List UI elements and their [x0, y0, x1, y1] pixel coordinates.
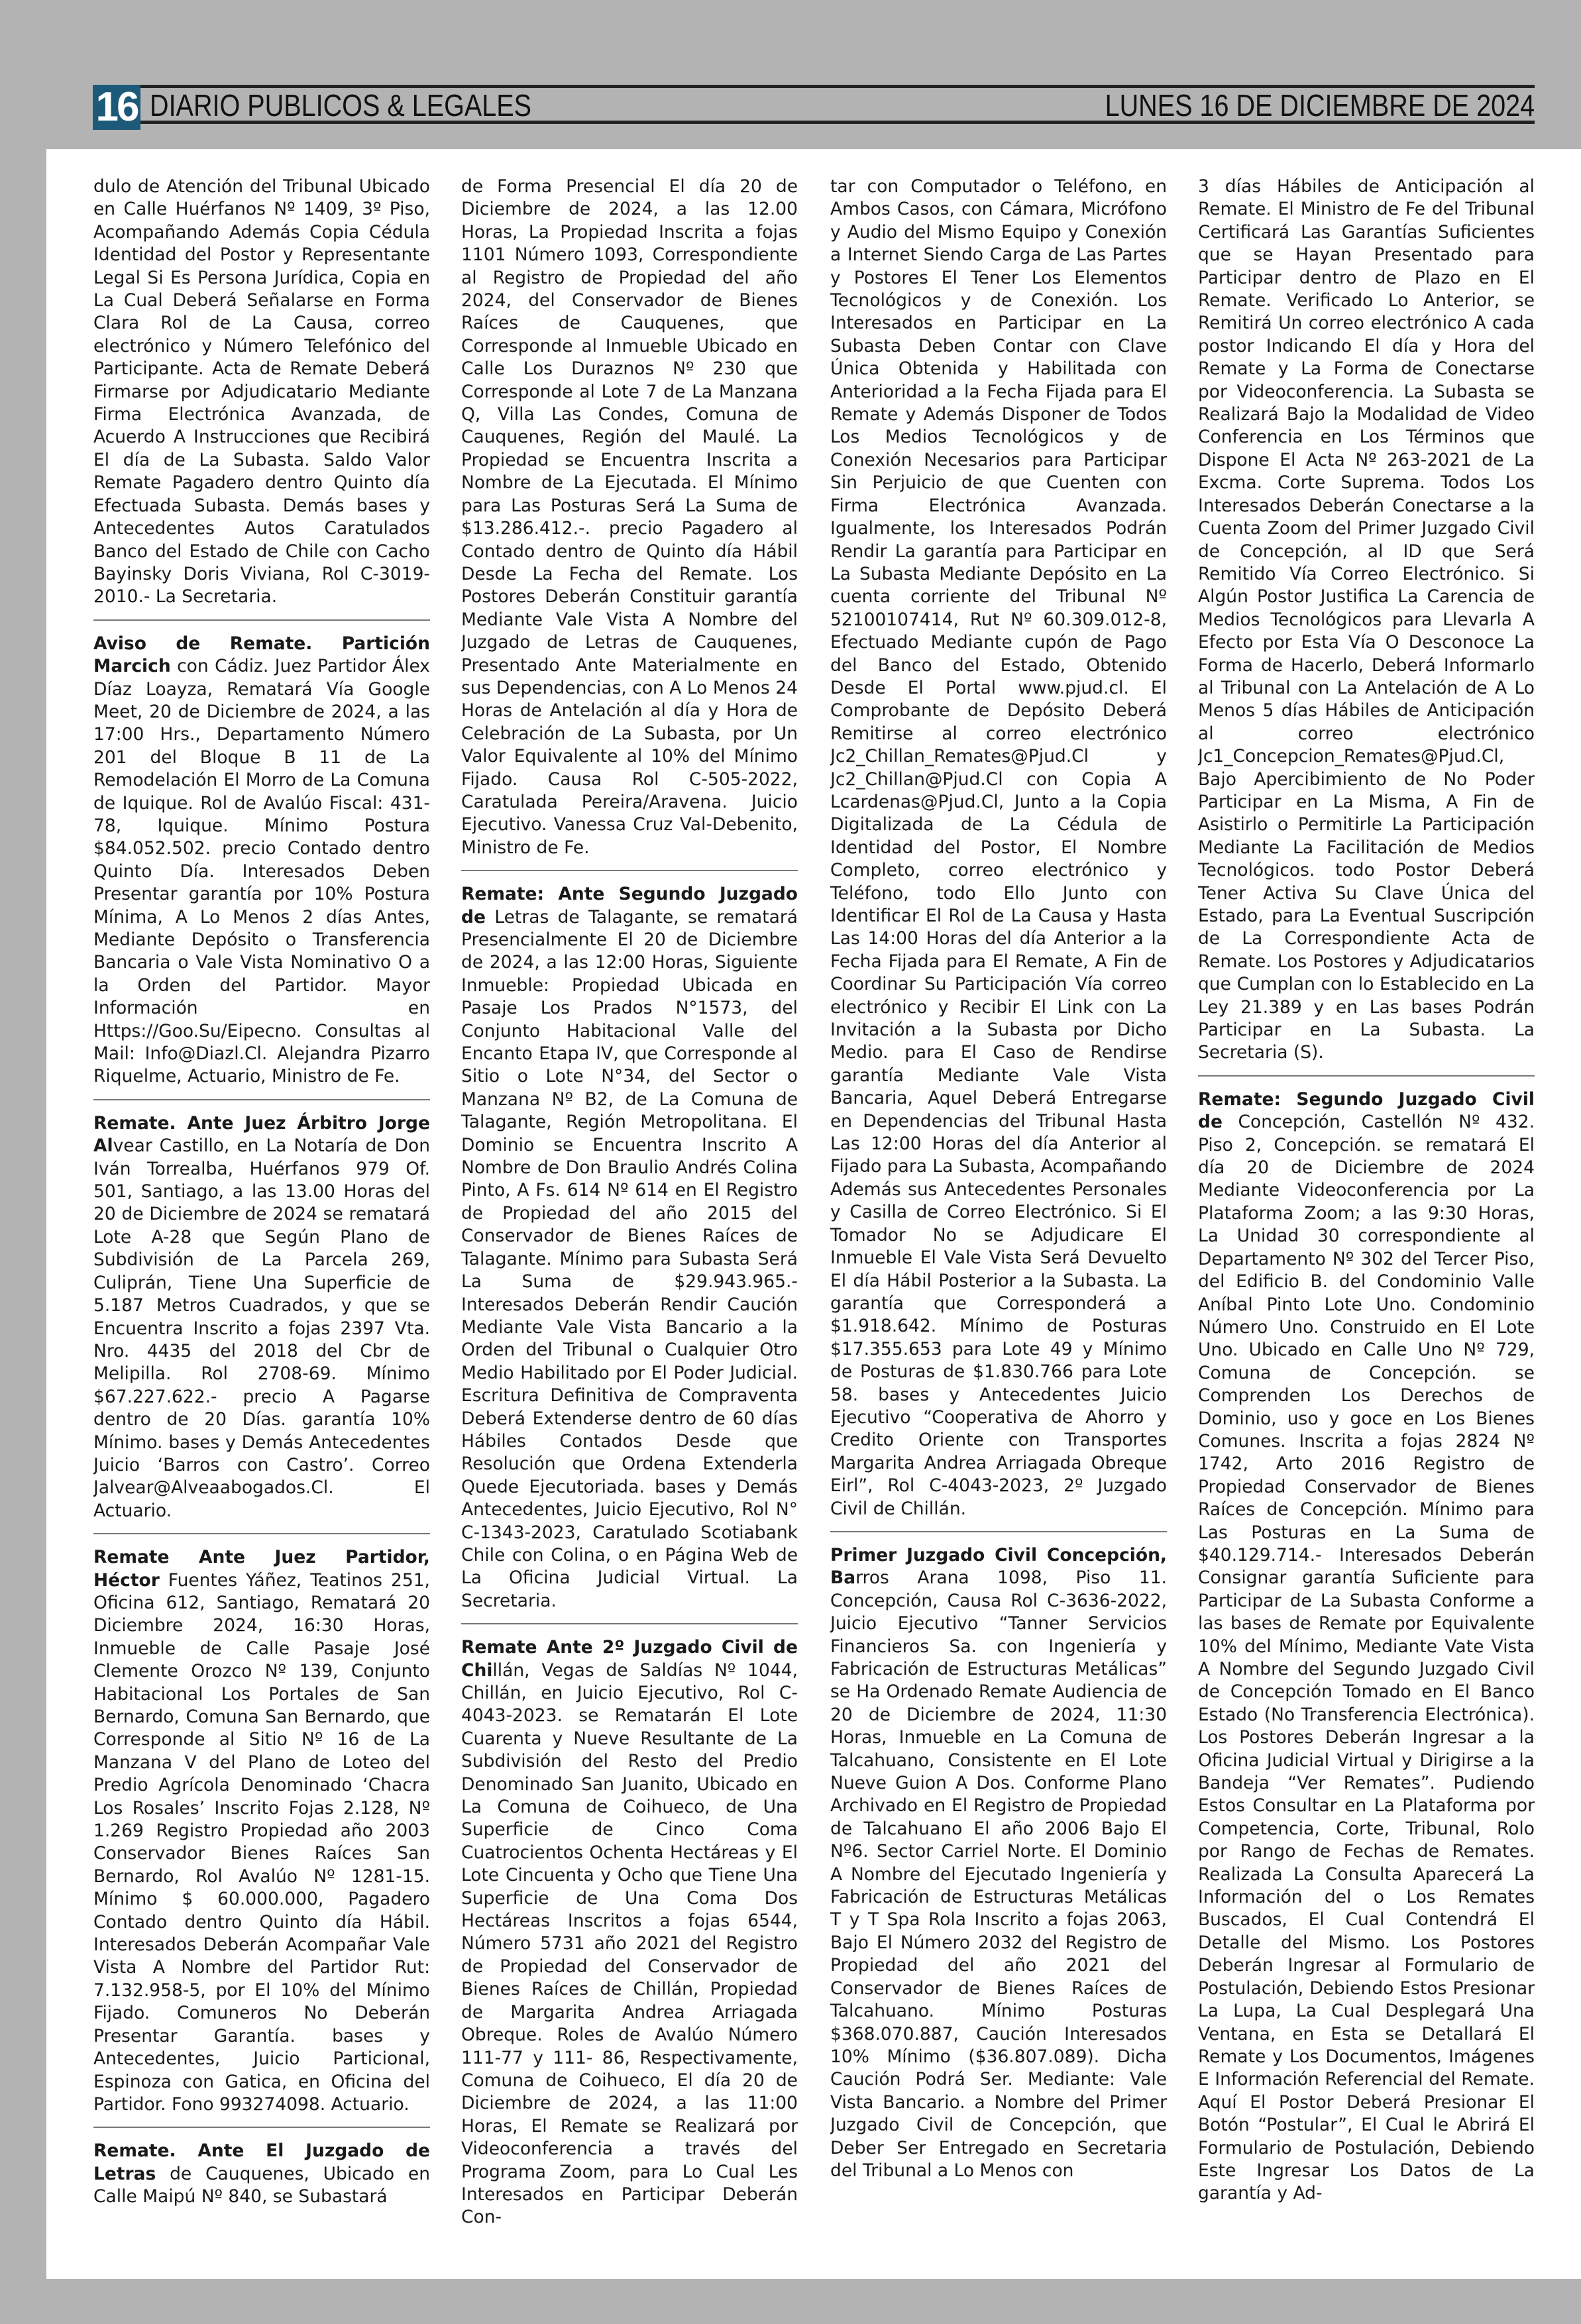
notice [1198, 1088, 1535, 2205]
notice-body: dulo de Atención del Tribunal Ubicado en Calle Huérfanos Nº 1409, 3º Piso, Acompañando Además Copia Cédula Identidad del Postor y Representante Legal Si Es Persona Jurídica, Copia en La Cual Deberá Señalarse en Forma Clara Rol de La Causa, correo electrónico y Número Telefónico del Participante. Acta de Remate Deberá Firmarse por Adjudicatario Mediante Firma Electrónica Avanzada, de Acuerdo A Instrucciones que Recibirá El día de La Subasta. Saldo Valor Remate Pagadero dentro Quinto día Efectuada Subasta. Demás bases y Antecedentes Autos Caratulados Banco del Estado de Chile con Cacho Bayinsky Doris Viviana, Rol C-3019-2010.- La Secretaria. [93, 176, 430, 607]
notice [830, 1544, 1167, 2182]
column-1 [93, 176, 430, 2243]
notice [93, 1112, 430, 1522]
notice-lead: Remate. Ante El Juzgado de Letras [93, 2140, 430, 2184]
divider [93, 1533, 430, 1534]
page-body [46, 149, 1581, 2279]
column-2 [461, 176, 798, 2243]
page-number-badge: 16 [93, 85, 140, 130]
notice [93, 176, 430, 609]
publication-date: LUNES 16 DE DICIEMBRE DE 2024 [1105, 88, 1535, 123]
notice [461, 176, 798, 859]
divider [461, 870, 798, 871]
notice-body: Fuentes Yáñez, Teatinos 251, Oficina 612, Santiago, Rematará 20 Diciembre 2024, 16:30 Horas, Inmueble de Calle Pasaje José Clemente Orozco Nº 139, Conjunto Habitacional Los Portales de San Bernardo, Comuna San Bernardo, que Corresponde al Sitio Nº 16 de La Manzana V del Plano de Loteo del Predio Agrícola Denominado ‘Chacra Los Rosales’ Inscrito Fojas 2.128, Nº 1.269 Registro Propiedad año 2003 Conservador Bienes Raíces San Bernardo, Rol Avalúo Nº 1281-15. Mínimo $ 60.000.000, Pagadero Contado dentro Quinto día Hábil. Interesados Deberán Acompañar Vale Vista A Nombre del Partidor Rut: 7.132.958-5, por El 10% del Mínimo Fijado. Comuneros No Deberán Presentar Garantía. bases y Antecedentes, Juicio Particional, Espinoza con Gatica, en Oficina del Partidor. Fono 993274098. Actuario. [93, 1569, 430, 2115]
notice-lead: Remate. Ante Juez Árbitro Jorge Al [93, 1112, 430, 1157]
divider [830, 1531, 1167, 1532]
notice [93, 1546, 430, 2116]
notice-body: de Cauquenes, Ubicado en Calle Maipú Nº 840, se Subastará [93, 2163, 430, 2207]
divider [93, 619, 430, 621]
notice-lead: Remate: Ante Segundo Juzgado de [461, 884, 798, 927]
notice-lead: Remate Ante Juez Partidor, Héctor [93, 1547, 430, 1591]
notice [461, 883, 798, 1612]
notice [461, 1636, 798, 2229]
divider [93, 1099, 430, 1100]
column-4 [1198, 176, 1535, 2243]
notice [93, 633, 430, 1088]
notice-body: 3 días Hábiles de Anticipación al Remate. El Ministro de Fe del Tribunal Certificará Las Garantías Suficientes que se Hayan Presentado para Participar dentro de Plazo en El Remate. Verificado Lo Anterior, se Remitirá Un correo electrónico A cada postor Indicando El día y Hora del Remate y La Forma de Conectarse por Videoconferencia. La Subasta se Realizará Bajo la Modalidad de Video Conferencia en Los Términos que Dispone El Acta Nº 263-2021 de La Excma. Corte Suprema. Todos Los Interesados Deberán Conectarse a la Cuenta Zoom del Primer Juzgado Civil de Concepción, al ID que Será Remitido Vía Correo Electrónico. Si Algún Postor Justifica La Carencia de Medios Tecnológicos para Llevarla A Efecto por Esta Vía O Desconoce La Forma de Hacerlo, Deberá Informarlo al Tribunal con La Antelación de A Lo Menos 5 días Hábiles de Anticipación al correo electrónico Jc1_Concepcion_Remates@Pjud.Cl, Bajo Apercibimiento de No Poder Participar en La Misma, A Fin de Asistirlo o Permitirle La Participación Mediante La Facilitación de Medios Tecnológicos. todo Postor Deberá Tener Activa Su Clave Única del Estado, para La Eventual Suscripción de La Correspondiente Acta de Remate. Los Postores y Adjudicatarios que Cumplan con lo Establecido en La Ley 21.389 y en Las bases Podrán Participar en La Subasta. La Secretaria (S). [1198, 176, 1535, 1063]
notice [830, 176, 1167, 1520]
notice-body: vear Castillo, en La Notaría de Don Iván Torrealba, Huérfanos 979 Of. 501, Santiago, a las 13.00 Horas del 20 de Diciembre de 2024 se rematará Lote A-28 que Según Plano de Subdivisión de La Parcela 269, Culiprán, Tiene Una Superficie de 5.187 Metros Cuadrados, y que se Encuentra Inscrito a fojas 2397 Vta. Nro. 4435 del 2018 del Cbr de Melipilla. Rol 2708-69. Mínimo $67.227.622.- precio A Pagarse dentro de 20 Días. garantía 10% Mínimo. bases y Demás Antecedentes Juicio ‘Barros con Castro’. Correo Jalvear@Alveaabogados.Cl. El Actuario. [93, 1136, 430, 1521]
divider [1198, 1075, 1535, 1077]
notice-lead: Aviso de Remate. Partición Marcich [93, 633, 430, 677]
notice-body: llán, Vegas de Saldías Nº 1044, Chillán, en Juicio Ejecutivo, Rol C-4043-2023. se Rematarán El Lote Cuarenta y Nueve Resultante de La Subdivisión del Resto del Predio Denominado San Juanito, Ubicado en La Comuna de Coihueco, de Una Superficie de Cinco Coma Cuatrocientos Ochenta Hectáreas y El Lote Cincuenta y Ocho que Tiene Una Superficie de Una Coma Dos Hectáreas Inscritos a fojas 6544, Número 5731 año 2021 del Registro de Propiedad del Conservador de Bienes Raíces de Chillán, Propiedad de Margarita Andrea Arriagada Obreque. Roles de Avalúo Número 111-77 y 111- 86, Respectivamente, Comuna de Coihueco, El día 20 de Diciembre de 2024, a las 11:00 Horas, El Remate se Realizará por Videoconferencia a través del Programa Zoom, para Lo Cual Les Interesados en Participar Deberán Con- [461, 1660, 798, 2228]
notice-body: de Forma Presencial El día 20 de Diciembre de 2024, a las 12.00 Horas, La Propiedad Inscrita a fojas 1101 Número 1093, Correspondiente al Registro de Propiedad del año 2024, del Conservador de Bienes Raíces de Cauquenes, que Corresponde al Inmueble Ubicado en Calle Los Duraznos Nº 230 que Corresponde al Lote 7 de La Manzana Q, Villa Las Condes, Comuna de Cauquenes, Región del Maulé. La Propiedad se Encuentra Inscrita a Nombre de La Ejecutada. El Mínimo para Las Posturas Será La Suma de $13.286.412.-. precio Pagadero al Contado dentro de Quinto día Hábil Desde La Fecha del Remate. Los Postores Deberán Constituir garantía Mediante Vale Vista A Nombre del Juzgado de Letras de Cauquenes, Presentado Ante Materialmente en sus Dependencias, con A Lo Menos 24 Horas de Antelación al día y Hora de Celebración de La Subasta, por Un Valor Equivalente al 10% del Mínimo Fijado. Causa Rol C-505-2022, Caratulada Pereira/Aravena. Juicio Ejecutivo. Vanessa Cruz Val-Debenito, Ministro de Fe. [461, 176, 798, 858]
notice [93, 2140, 430, 2208]
notice-lead: Remate Ante 2º Juzgado Civil de Chi [461, 1637, 798, 1681]
column-3 [830, 176, 1167, 2243]
notice [1198, 176, 1535, 1065]
notice-body: rros Arana 1098, Piso 11. Concepción, Causa Rol C-3636-2022, Juicio Ejecutivo “Tanner Servicios Financieros Sa. con Ingeniería y Fabricación de Estructuras Metálicas” se Ha Ordenado Remate Audiencia de 20 de Diciembre de 2024, 11:30 Horas, Inmueble en La Comuna de Talcahuano, Consistente en El Lote Nueve Guion A Dos. Conforme Plano Archivado en El Registro de Propiedad de Talcahuano El año 2006 Bajo El Nº6. Sector Carriel Norte. El Dominio A Nombre del Ejecutado Ingeniería y Fabricación de Estructuras Metálicas T y T Spa Rola Inscrito a fojas 2063, Bajo El Número 2032 del Registro de Propiedad del año 2021 del Conservador de Bienes Raíces de Talcahuano. Mínimo Posturas $368.070.887, Caución Interesados 10% Mínimo ($36.807.089). Dicha Caución Podrá Ser. Mediante: Vale Vista Bancario. a Nombre del Primer Juzgado Civil de Concepción, que Deber Ser Entregado en Secretaria del Tribunal a Lo Menos con [830, 1567, 1167, 2181]
notice-body: Letras de Talagante, se rematará Presencialmente El 20 de Diciembre de 2024, a las 12:00 Horas, Siguiente Inmueble: Propiedad Ubicada en Pasaje Los Prados N°1573, del Conjunto Habitacional Valle del Encanto Etapa IV, que Corresponde al Sitio o Lote N°34, del Sector o Manzana Nº B2, de La Comuna de Talagante, Región Metropolitana. El Dominio se Encuentra Inscrito A Nombre de Don Braulio Andrés Colina Pinto, A Fs. 614 Nº 614 en El Registro de Propiedad del año 2015 del Conservador de Bienes Raíces de Talagante. Mínimo para Subasta Será La Suma de $29.943.965.- Interesados Deberán Rendir Caución Mediante Vale Vista Bancario a la Orden del Tribunal o Cualquier Otro Medio Habilitado por El Poder Judicial. Escritura Definitiva de Compraventa Deberá Extenderse dentro de 60 días Hábiles Contados Desde que Resolución que Ordena Extenderla Quede Ejecutoriada. bases y Demás Antecedentes, Juicio Ejecutivo, Rol N° C-1343-2023, Caratulado Scotiabank Chile con Colina, o en Página Web de La Oficina Judicial Virtual. La Secretaria. [461, 906, 798, 1611]
notice-body: tar con Computador o Teléfono, en Ambos Casos, con Cámara, Micrófono y Audio del Mismo Equipo y Conexión a Internet Siendo Carga de Las Partes y Postores El Tener Los Elementos Tecnológicos y de Conexión. Los Interesados en Participar en La Subasta Deben Contar con Clave Única Obtenida y Habilitada con Anterioridad a la Fecha Fijada para El Remate y Además Disponer de Todos Los Medios Tecnológicos y de Conexión Necesarios para Participar Sin Perjuicio de que Cuenten con Firma Electrónica Avanzada. Igualmente, los Interesados Podrán Rendir La garantía para Participar en La Subasta Mediante Depósito en La cuenta corriente del Tribunal Nº 52100107414, Rut Nº 60.309.012-8, Efectuado Mediante cupón de Pago del Banco del Estado, Obtenido Desde El Portal www.pjud.cl. El Comprobante de Depósito Deberá Remitirse al correo electrónico Jc2_Chillan_Remates@Pjud.Cl y Jc2_Chillan@Pjud.Cl con Copia A Lcardenas@Pjud.Cl, Junto a la Copia Digitalizada de La Cédula de Identidad del Postor, El Nombre Completo, correo electrónico y Teléfono, todo Ello Junto con Identificar El Rol de La Causa y Hasta Las 14:00 Horas del día Anterior a la Fecha Fijada para El Remate, A Fin de Coordinar Su Participación Vía correo electrónico y Recibir El Link con La Invitación a la Subasta por Dicho Medio. para El Caso de Rendirse garantía Mediante Vale Vista Bancaria, Aquel Deberá Entregarse en Dependencias del Tribunal Hasta Las 12:00 Horas del día Anterior al Fijado para La Subasta, Acompañando Además sus Antecedentes Personales y Casilla de Correo Electrónico. Si El Tomador No se Adjudicare El Inmueble El Vale Vista Será Devuelto El día Hábil Posterior a la Subasta. La garantía que Corresponderá a $1.918.642. Mínimo de Posturas $17.355.653 para Lote 49 y Mínimo de Posturas de $1.830.766 para Lote 58. bases y Antecedentes Juicio Ejecutivo “Cooperativa de Ahorro y Credito Oriente con Transportes Margarita Andrea Arriagada Obreque Eirl”, Rol C-4043-2023, 2º Juzgado Civil de Chillán. [830, 176, 1167, 1519]
notice-body: Concepción, Castellón Nº 432. Piso 2, Concepción. se rematará El día 20 de Diciembre de 2024 Mediante Videoconferencia por La Plataforma Zoom; a las 9:30 Horas, La Unidad 30 correspondiente al Departamento Nº 302 del Tercer Piso, del Edificio B. del Condominio Valle Aníbal Pinto Lote Uno. Condominio Número Uno. Construido en El Lote Uno. Ubicado en Calle Uno Nº 729, Comuna de Concepción. se Comprenden Los Derechos de Dominio, uso y goce en Los Bienes Comunes. Inscrita a fojas 2824 Nº 1742, Arto 2016 Registro de Propiedad Conservador de Bienes Raíces de Concepción. Mínimo para Las Posturas en La Suma de $40.129.714.- Interesados Deberán Consignar garantía Suficiente para Participar de La Subasta Conforme a las bases de Remate por Equivalente 10% del Mínimo, Mediante Vate Vista A Nombre del Segundo Juzgado Civil de Concepción Tomado en El Banco Estado (No Transferencia Electrónica). Los Postores Deberán Ingresar a la Oficina Judicial Virtual y Dirigirse a la Bandeja “Ver Remates”. Pudiendo Estos Consultar en La Plataforma por Competencia, Corte, Tribunal, Rolo por Rango de Fechas de Remates. Realizada La Consulta Aparecerá La Información del o Los Remates Buscados, El Cual Contendrá El Detalle del Mismo. Los Postores Deberán Ingresar al Formulario de Postulación, Debiendo Estos Presionar La Lupa, La Cual Desplegará Una Ventana, en Esta se Detallará El Remate y Los Documentos, Imágenes E Información Referencial del Remate. Aquí El Postor Deberá Presionar El Botón “Postular”, El Cual le Abrirá El Formulario de Postulación, Debiendo Este Ingresar Los Datos de La garantía y Ad- [1198, 1112, 1535, 2204]
notice-lead: Primer Juzgado Civil Concepción, Ba [830, 1544, 1167, 1589]
divider [461, 1623, 798, 1624]
notice-lead: Remate: Segundo Juzgado Civil de [1198, 1088, 1535, 1133]
notice-body: con Cádiz. Juez Partidor Álex Díaz Loayza, Rematará Vía Google Meet, 20 de Diciembre de 2024, a las 17:00 Hrs., Departamento Número 201 del Bloque B 11 de La Remodelación El Morro de La Comuna de Iquique. Rol de Avalúo Fiscal: 431-78, Iquique. Mínimo Postura $84.052.502. precio Contado dentro Quinto Día. Interesados Deben Presentar garantía por 10% Postura Mínima, A Lo Menos 2 días Antes, Mediante Depósito o Transferencia Bancaria o Vale Vista Nominativo O a la Orden del Partidor. Mayor Información en Https://Goo.Su/Eipecno. Consultas al Mail: Info@Diazl.Cl. Alejandra Pizarro Riquelme, Actuario, Ministro de Fe. [93, 656, 430, 1087]
publication-title: DIARIO PUBLICOS & LEGALES [150, 88, 532, 123]
divider [93, 2127, 430, 2128]
